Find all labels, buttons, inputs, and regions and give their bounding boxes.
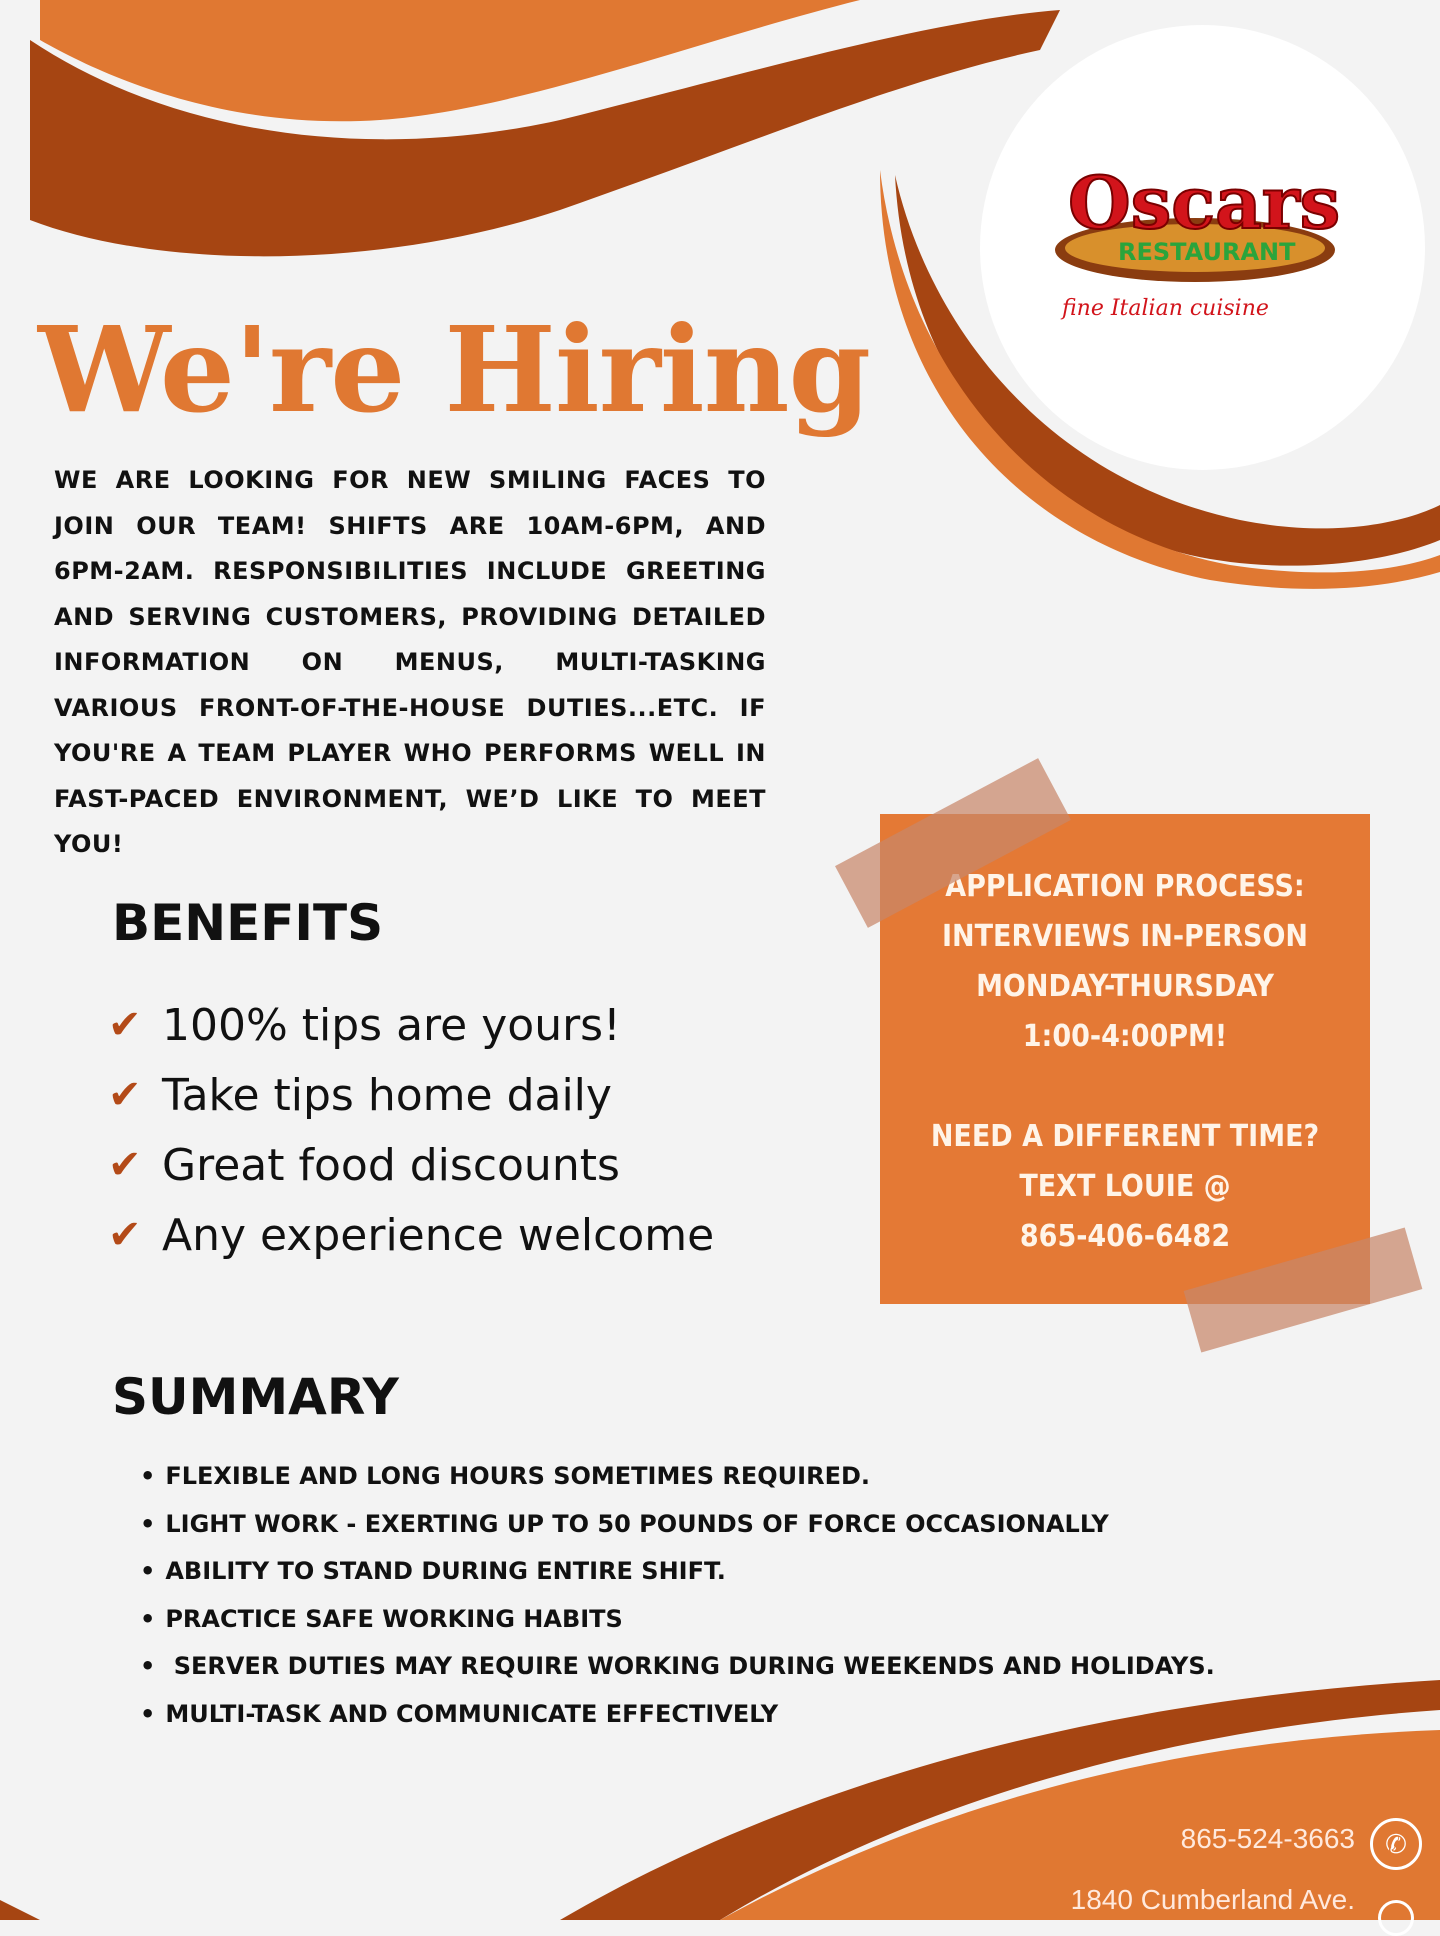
contact-address: 1840 Cumberland Ave. [1070,1884,1355,1915]
page-title: We're Hiring [38,300,871,439]
list-item: • SERVER DUTIES MAY REQUIRE WORKING DURING WEEKENDS AND HOLIDAYS. [140,1652,1215,1680]
list-item: • FLEXIBLE AND LONG HOURS SOMETIMES REQUIRED. [140,1462,871,1490]
logo-tagline: fine Italian cuisine [1062,296,1269,321]
logo-name: Oscars [1068,160,1341,245]
list-item: ✔ Take tips home daily [108,1069,612,1121]
bottom-left-brown [0,1900,40,1920]
checkmark-icon: ✔ [108,1212,142,1258]
application-line: INTERVIEWS IN-PERSON [941,919,1309,954]
checkmark-icon: ✔ [108,1072,142,1118]
list-item: • ABILITY TO STAND DURING ENTIRE SHIFT. [140,1557,726,1585]
list-item: ✔ Great food discounts [108,1139,620,1191]
list-item: • LIGHT WORK - EXERTING UP TO 50 POUNDS OF FORCE OCCASIONALLY [140,1509,1109,1538]
summary-list [140,1462,1215,1747]
list-item: • PRACTICE SAFE WORKING HABITS [140,1604,623,1633]
logo-subname: RESTAURANT [1118,238,1296,266]
benefits-title: BENEFITS [112,894,384,952]
summary-title: SUMMARY [112,1368,399,1426]
list-item: • MULTI-TASK AND COMMUNICATE EFFECTIVELY [140,1699,779,1728]
benefits-list [108,990,714,1270]
contact-phone[interactable]: 865-524-3663 [1180,1823,1355,1854]
restaurant-logo [1050,150,1350,350]
list-item: ✔ 100% tips are yours! [108,999,621,1051]
application-line: MONDAY-THURSDAY [976,969,1274,1004]
application-box [880,814,1370,1304]
application-line: NEED A DIFFERENT TIME? [930,1119,1320,1154]
checkmark-icon: ✔ [108,1002,142,1048]
intro-paragraph: WE ARE LOOKING FOR NEW SMILING FACES TO JOIN OUR TEAM! SHIFTS ARE 10AM-6PM, AND 6PM-2AM. RESPONSIBILITIES INCLUDE GREETING AND SERVING CUSTOMERS, PROVIDING DETAILED INFORMATION ON MENUS, MULTI-TASKING VARIOUS FRONT-OF-THE-HOUSE DUTIES...ETC. IF YOU'RE A TEAM PLAYER WHO PERFORMS WELL IN FAST-PACED ENVIRONMENT, WE’D LIKE TO MEET YOU! [54,466,766,858]
application-line: TEXT LOUIE @ [1019,1169,1231,1204]
list-item: ✔ Any experience welcome [108,1209,715,1261]
application-line: APPLICATION PROCESS: [945,869,1305,904]
phone-icon: ✆ [1370,1818,1422,1870]
application-line: 865-406-6482 [1019,1219,1231,1254]
location-pin-icon [1378,1900,1414,1936]
checkmark-icon: ✔ [108,1142,142,1188]
application-line: 1:00-4:00PM! [1022,1019,1228,1054]
